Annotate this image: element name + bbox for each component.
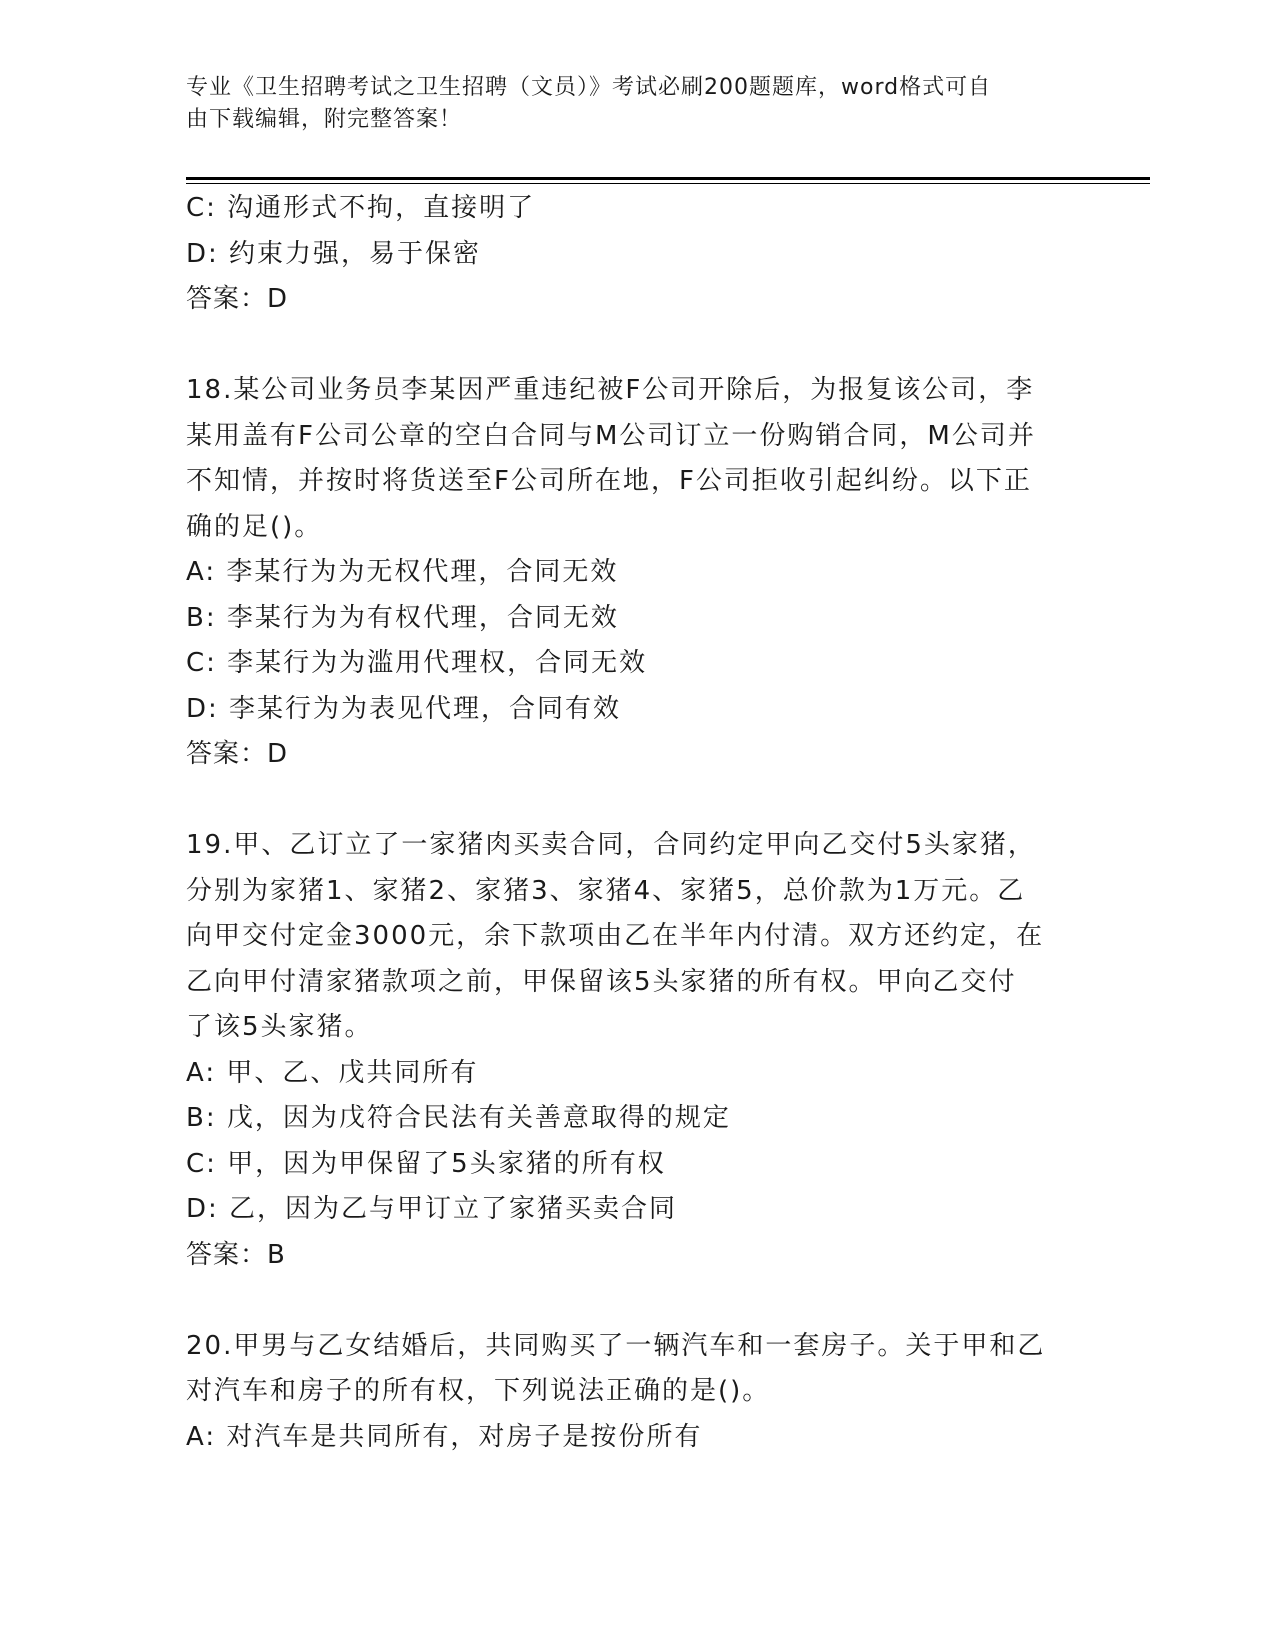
q19-stem-line-2: 分别为家猪1、家猪2、家猪3、家猪4、家猪5，总价款为1万元。乙 xyxy=(186,875,1026,906)
q18-stem-line-2: 某用盖有F公司公章的空白合同与M公司订立一份购销合同，M公司并 xyxy=(186,420,1036,451)
spacer xyxy=(186,323,1086,369)
q19-stem-line-4: 乙向甲付清家猪款项之前，甲保留该5头家猪的所有权。甲向乙交付 xyxy=(186,966,1017,997)
header-line-1: 专业《卫生招聘考试之卫生招聘（文员）》考试必刷200题题库，word格式可自 xyxy=(186,75,992,100)
q20-stem-line-1: 20.甲男与乙女结婚后，共同购买了一辆汽车和一套房子。关于甲和乙 xyxy=(186,1330,1046,1361)
question-content xyxy=(186,186,1086,1460)
q19-stem-line-3: 向甲交付定金3000元，余下款项由乙在半年内付清。双方还约定，在 xyxy=(186,921,1045,951)
header-divider-thick xyxy=(186,177,1150,180)
q18-option-a: A: 李某行为为无权代理，合同无效 xyxy=(186,557,619,587)
q18-option-d: D: 李某行为为表见代理，合同有效 xyxy=(186,693,622,724)
q19-stem-line-1: 19.甲、乙订立了一家猪肉买卖合同，合同约定甲向乙交付5头家猪， xyxy=(186,830,1036,860)
q18-stem-line-1: 18.某公司业务员李某因严重违纪被F公司开除后，为报复该公司，李 xyxy=(186,375,1035,405)
q19-option-a: A: 甲、乙、戊共同所有 xyxy=(186,1057,479,1088)
q17-option-d: D: 约束力强，易于保密 xyxy=(186,238,482,269)
q19-option-d: D: 乙，因为乙与甲订立了家猪买卖合同 xyxy=(186,1194,678,1224)
q20-stem-line-2: 对汽车和房子的所有权，下列说法正确的是()。 xyxy=(186,1376,771,1406)
q19-option-b: B: 戊，因为戊符合民法有关善意取得的规定 xyxy=(186,1103,731,1133)
q18-option-b: B: 李某行为为有权代理，合同无效 xyxy=(186,602,619,633)
spacer xyxy=(186,1278,1086,1324)
q20-option-a: A: 对汽车是共同所有，对房子是按份所有 xyxy=(186,1421,703,1452)
q19-stem-line-5: 了该5头家猪。 xyxy=(186,1012,373,1042)
q17-option-c: C: 沟通形式不拘，直接明了 xyxy=(186,193,536,223)
header-line-2: 由下载编辑，附完整答案！ xyxy=(186,107,463,132)
q19-answer: 答案：B xyxy=(186,1239,286,1270)
q18-answer: 答案：D xyxy=(186,739,289,769)
spacer xyxy=(186,778,1086,824)
document-header xyxy=(186,72,1066,136)
q17-answer: 答案：D xyxy=(186,284,289,314)
q19-option-c: C: 甲，因为甲保留了5头家猪的所有权 xyxy=(186,1148,666,1179)
q18-option-c: C: 李某行为为滥用代理权，合同无效 xyxy=(186,648,648,678)
header-divider-thin xyxy=(186,183,1150,184)
q18-stem-line-4: 确的足()。 xyxy=(186,511,323,542)
q18-stem-line-3: 不知情，并按时将货送至F公司所在地，F公司拒收引起纠纷。以下正 xyxy=(186,466,1032,496)
